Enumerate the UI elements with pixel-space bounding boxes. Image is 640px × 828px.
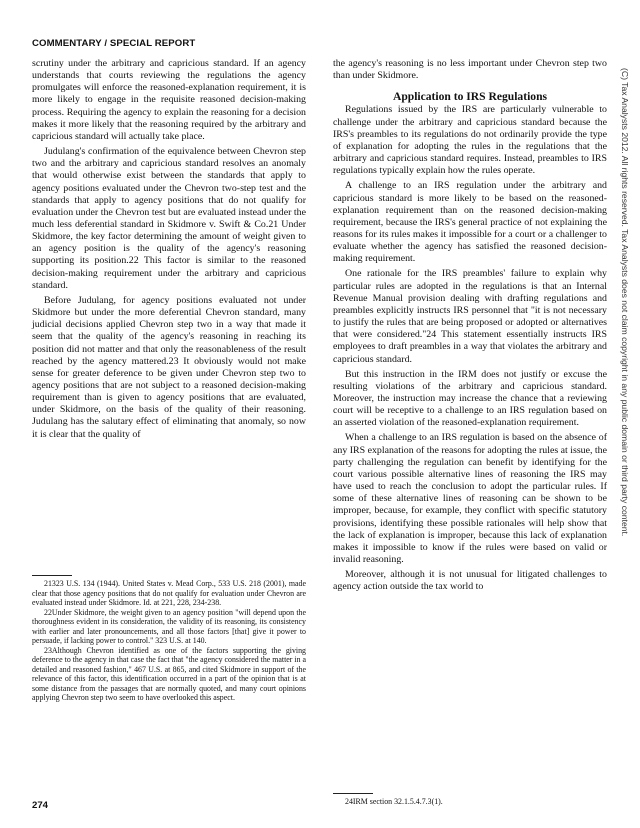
left-column bbox=[32, 58, 306, 444]
body-paragraph: Before Judulang, for agency positions evaluated not under Skidmore but under the more deferential Chevron standard, many judicial decisions applied Chevron step two in a way that made it seem that the quality of the agency's reasoning in reaching its position did not matter and that only the reasonableness of the result reached by the agency mattered.23 It obviously would not make sense for greater deference to be given under Chevron step two to agency positions that are not subject to a reasoned decision-making requirement than is given to agency positions that are evaluated, under Skidmore, on the basis of the quality of their reasoning. Judulang has the salutary effect of eliminating that anomaly, so now it is clear that the quality of bbox=[32, 294, 306, 440]
page-number: 274 bbox=[32, 800, 49, 811]
body-paragraph: Moreover, although it is not unusual for litigated challenges to agency action outside the tax world to bbox=[333, 569, 607, 593]
body-paragraph: Judulang's confirmation of the equivalence between Chevron step two and the arbitrary and capricious standard resolves an anomaly that would otherwise exist between the standards that apply to agency positions evaluated under the Chevron two-step test and the standards that apply to agency positions that do not qualify for evaluation under the Chevron test but are evaluated instead under the much less deferential standard in Skidmore v. Swift & Co.21 Under Skidmore, the key factor determining the amount of weight given to an agency position is the quality of the agency's reasoning supporting its position.22 This factor is similar to the reasoned decision-making requirement under the arbitrary and capricious standard. bbox=[32, 146, 306, 291]
body-paragraph: A challenge to an IRS regulation under the arbitrary and capricious standard is more likely to be based on the reasoned-explanation requirement than on the reasoned decision-making requirement, because the IRS's general practice of not explaining the reasons for its rules makes it impossible for a court or a challenger to evaluate whether the agency has satisfied the reasoned decision-making requirement. bbox=[333, 180, 607, 265]
body-paragraph: scrutiny under the arbitrary and capricious standard. If an agency understands that courts reviewing the regulations the agency promulgates will enforce the reasoned-explanation requirement, it is more likely to engage in the requisite reasoned decision-making process. Requiring the agency to explain the reasoning for a decision makes it more likely that the reasoning required by the arbitrary and capricious standard will actually take place. bbox=[32, 58, 306, 142]
footnote-24: 24IRM section 32.1.5.4.7.3(1). bbox=[345, 797, 443, 806]
footnote-divider bbox=[32, 575, 72, 576]
copyright-notice: (C) Tax Analysts 2012. All rights reserved. Tax Analysts does not claim copyright in any public domain or third party content. bbox=[620, 68, 630, 537]
footnote-22: 22Under Skidmore, the weight given to an agency position "will depend upon the thoroughness evident in its consideration, the validity of its reasoning, its consistency with earlier and later pronouncements, and all those factors [that] give it power to persuade, if lacking power to control." 323 U.S. at 140. bbox=[32, 607, 306, 645]
body-paragraph: But this instruction in the IRM does not justify or excuse the resulting violations of the arbitrary and capricious standard. Moreover, the instruction may increase the chance that a reviewing court will be receptive to a challenge to an IRS regulation based on an asserted violation of the reasoned-explanation requirement. bbox=[333, 368, 607, 429]
footnote-23: 23Although Chevron identified as one of the factors supporting the giving deference to the agency in that case the fact that "the agency considered the matter in a detailed and reasoned fashion," 467 U.S. at 865, and cited Skidmore in support of the relevance of this factor, this identification occurred in a part of the opinion that is at some distance from the passages that are normally quoted, and many court opinions applying Chevron step two seem to have overlooked this aspect. bbox=[32, 645, 306, 702]
body-paragraph: the agency's reasoning is no less important under Chevron step two than under Skidmore. bbox=[333, 58, 607, 82]
body-paragraph: When a challenge to an IRS regulation is based on the absence of any IRS explanation of the reasons for adopting the rules at issue, the party challenging the regulation can benefit by identifying for the court various possible alternative lines of reasoning the IRS may have used to reach the conclusion to adopt the particular rules. If some of these alternative lines of reasoning can be shown to be improper, because, for example, they conflict with specific statutory provisions, identifying these possible rationales will help show that the lack of explanation is improper, because this lack of explanation makes it impossible to know if the rules were based on valid or invalid reasoning. bbox=[333, 432, 607, 565]
right-column bbox=[333, 58, 607, 596]
footnote-21: 21323 U.S. 134 (1944). United States v. Mead Corp., 533 U.S. 218 (2001), made clear that those agency positions that do not qualify for evaluation under Chevron are evaluated instead under Skidmore. Id. at 221, 228, 234-238. bbox=[32, 579, 306, 607]
footnotes-left bbox=[32, 575, 306, 703]
body-paragraph: One rationale for the IRS preambles' failure to explain why particular rules are adopted in the regulations is that an Internal Revenue Manual provision dealing with drafting regulations and preambles explicitly instructs IRS personnel that "it is not necessary to justify the rules that are being proposed or adopted or alternatives that were considered."24 This statement essentially instructs IRS employees to draft preambles in a way that violates the arbitrary and capricious standard. bbox=[333, 268, 607, 365]
footnote-divider bbox=[333, 793, 373, 794]
footnotes-right bbox=[333, 793, 607, 807]
body-paragraph: Regulations issued by the IRS are particularly vulnerable to challenge under the arbitrary and capricious standard because the IRS's preambles to its regulations do not ordinarily provide the type of explanation for adopting the rules in the regulations that the arbitrary and capricious standard requires. Instead, preambles to IRS regulations typically explain how the rules operate. bbox=[333, 104, 607, 177]
section-heading: Application to IRS Regulations bbox=[392, 90, 548, 104]
running-header: COMMENTARY / SPECIAL REPORT bbox=[32, 38, 196, 49]
